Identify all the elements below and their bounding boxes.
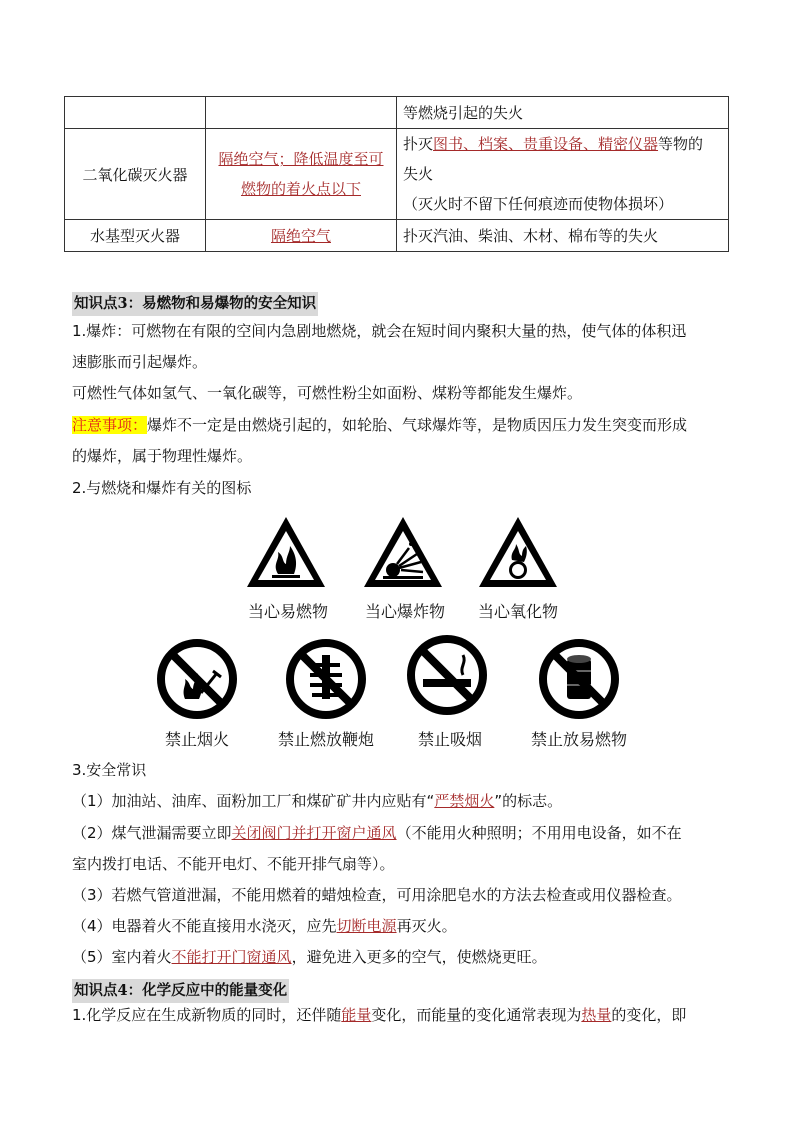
table-row (65, 129, 729, 220)
icon-label: 禁止燃放鞭炮 (277, 730, 374, 749)
safety-item (72, 786, 728, 817)
principle-text: 隔绝空气 (270, 227, 331, 245)
paragraph (72, 1000, 728, 1031)
safety-item (72, 818, 728, 849)
extinguisher-table (64, 96, 729, 252)
use-text: 等物的 (658, 135, 704, 153)
underlined-answer: 切断电源 (336, 917, 397, 935)
principle-line-2: 燃物的着火点以下 (240, 180, 361, 198)
extinguisher-name: 水基型灭火器 (65, 220, 206, 252)
text: 1.化学反应在生成新物质的同时，还伴随 (72, 1006, 342, 1024)
no-fire-icon (155, 637, 239, 721)
table-cell: 等燃烧引起的失火 (397, 97, 729, 129)
text: 再灭火。 (396, 917, 457, 935)
icon-label: 禁止放易燃物 (530, 730, 627, 749)
safety-item (72, 911, 728, 942)
extinguisher-principle (206, 129, 397, 220)
paragraph: 的爆炸，属于物理性爆炸。 (72, 447, 253, 465)
text: （2）煤气泄漏需要立即 (72, 824, 232, 842)
text: （5）室内着火 (72, 948, 172, 966)
flammable-warning-icon (244, 514, 328, 590)
text: （4）电器着火不能直接用水浇灭，应先 (72, 917, 337, 935)
no-firecrackers-icon (284, 637, 368, 721)
icon-label: 禁止吸烟 (417, 730, 482, 749)
underlined-answer: 热量 (581, 1006, 612, 1024)
safety-item (72, 942, 728, 973)
no-smoking-icon (405, 633, 489, 717)
section-3-heading-row (72, 288, 728, 319)
no-flammables-icon (537, 637, 621, 721)
paragraph: 1.爆炸：可燃物在有限的空间内急剧地燃烧，就会在短时间内聚积大量的热，使气体的体积迅 (72, 322, 687, 340)
section-heading: 知识点3：易燃物和易爆物的安全知识 (72, 292, 318, 316)
text: （不能用火种照明；不用用电设备，如不在 (396, 824, 682, 842)
underlined-answer: 能量 (341, 1006, 372, 1024)
text: ，避免进入更多的空气，使燃烧更旺。 (291, 948, 547, 966)
oxidizer-warning-icon (476, 514, 560, 590)
note-label: 注意事项： (72, 416, 148, 434)
explosive-warning-icon (361, 514, 445, 590)
icon-label: 当心氧化物 (477, 602, 558, 621)
table-row (65, 97, 729, 129)
extinguisher-name: 二氧化碳灭火器 (65, 129, 206, 220)
text: 的变化，即 (611, 1006, 687, 1024)
paragraph: 2.与燃烧和爆炸有关的图标 (72, 479, 252, 497)
use-line-3: （灭火时不留下任何痕迹而使物体损坏） (403, 195, 674, 213)
paragraph: 室内拨打电话、不能开电灯、不能开排气扇等）。 (72, 855, 395, 873)
underlined-answer: 不能打开门窗通风 (171, 948, 292, 966)
text: （1）加油站、油库、面粉加工厂和煤矿矿井内应贴有“ (72, 792, 435, 810)
extinguisher-use (397, 129, 729, 220)
table-cell (206, 97, 397, 129)
use-text: 扑灭 (403, 135, 434, 153)
paragraph: 3.安全常识 (72, 761, 147, 779)
use-underlined: 图书、档案、贵重设备、精密仪器 (433, 135, 659, 153)
note-text: 爆炸不一定是由燃烧引起的，如轮胎、气球爆炸等，是物质因压力发生突变而形成 (147, 416, 688, 434)
table-row (65, 220, 729, 252)
principle-line-1: 隔绝空气；降低温度至可 (218, 150, 384, 168)
section-heading: 知识点4：化学反应中的能量变化 (72, 979, 289, 1003)
icon-label: 当心爆炸物 (364, 602, 445, 621)
underlined-answer: 严禁烟火 (434, 792, 495, 810)
text: ”的标志。 (494, 792, 563, 810)
note-paragraph (72, 410, 728, 441)
extinguisher-use: 扑灭汽油、柴油、木材、棉布等的失火 (397, 220, 729, 252)
use-line-2: 失火 (403, 165, 434, 183)
paragraph: 速膨胀而引起爆炸。 (72, 353, 208, 371)
safety-item: （3）若燃气管道泄漏，不能用燃着的蜡烛检查，可用涂肥皂水的方法去检查或用仪器检查。 (72, 886, 682, 904)
extinguisher-principle (206, 220, 397, 252)
paragraph: 可燃性气体如氢气、一氧化碳等，可燃性粉尘如面粉、煤粉等都能发生爆炸。 (72, 384, 583, 402)
underlined-answer: 关闭阀门并打开窗户通风 (231, 824, 397, 842)
icon-label: 当心易燃物 (247, 602, 328, 621)
icon-label: 禁止烟火 (164, 730, 229, 749)
table-cell (65, 97, 206, 129)
text: 变化，而能量的变化通常表现为 (371, 1006, 582, 1024)
